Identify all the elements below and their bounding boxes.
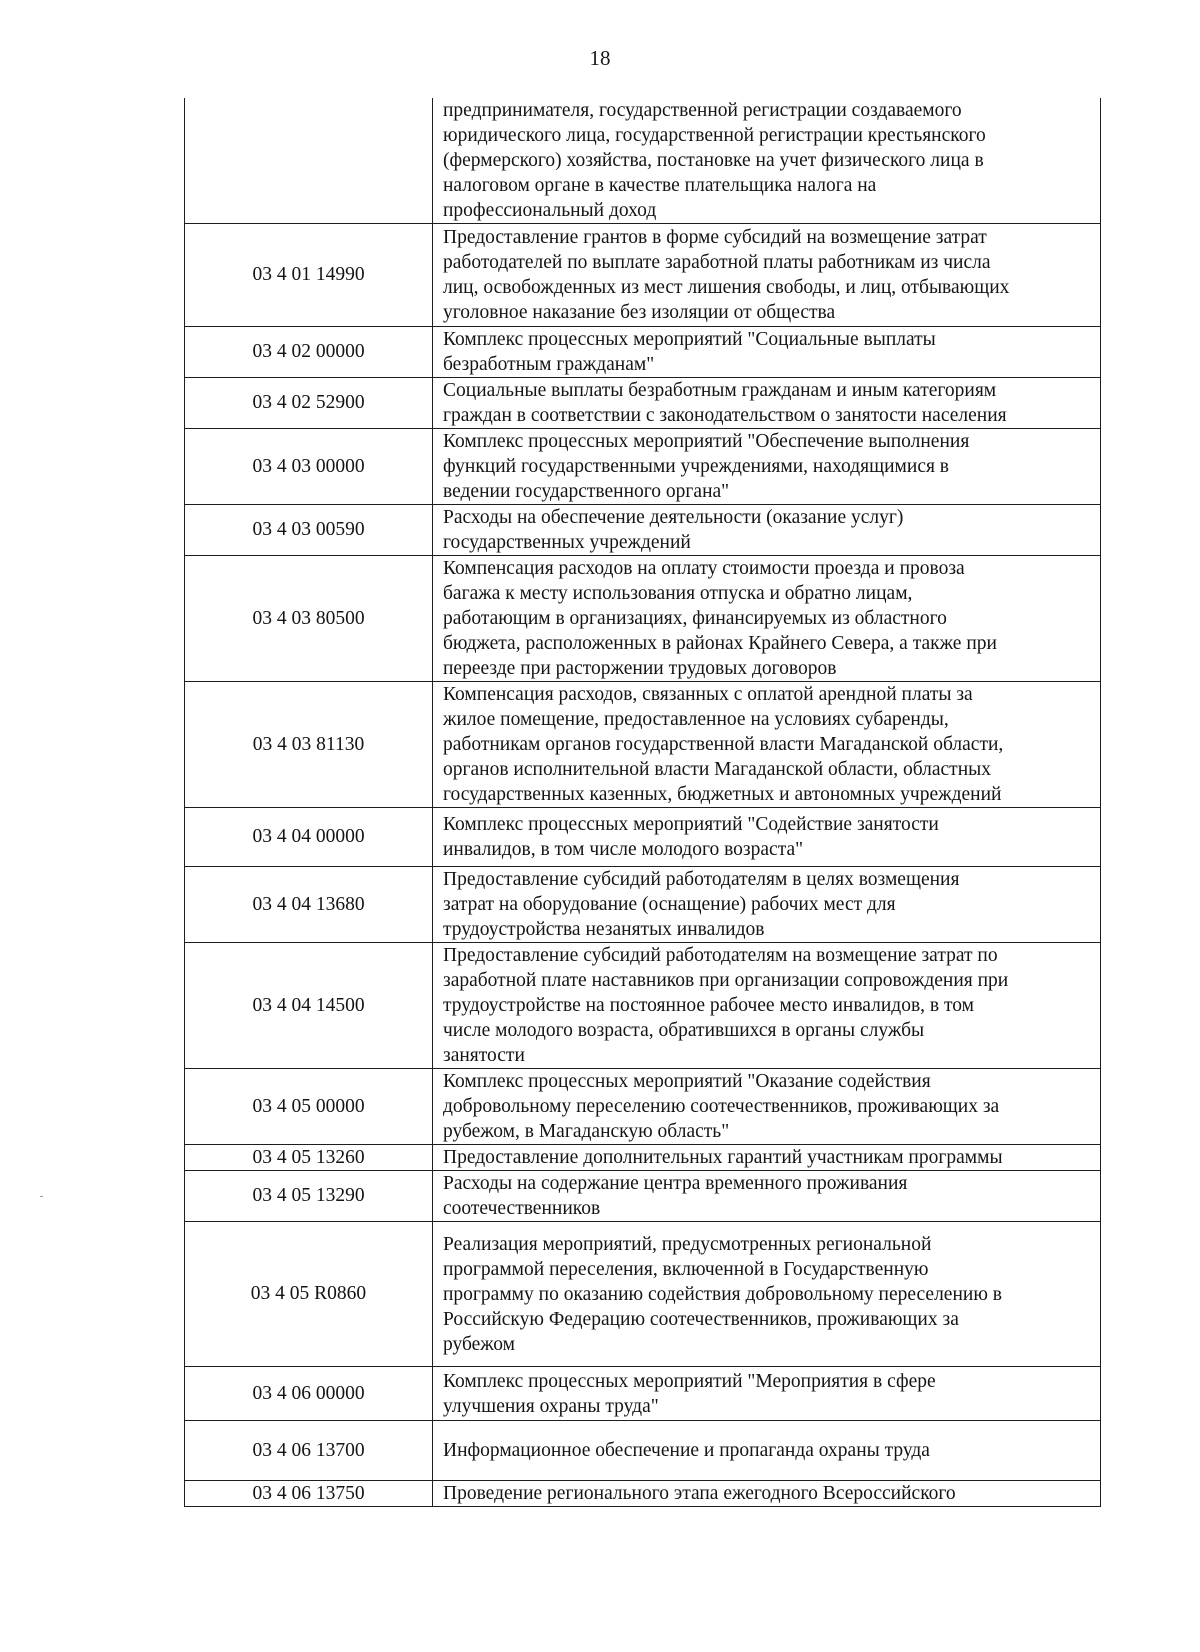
table-row [185, 1171, 1101, 1222]
code-cell: 03 4 01 14990 [185, 224, 433, 327]
description-line: Комплекс процессных мероприятий "Оказание содействия [443, 1071, 931, 1092]
table-row [185, 378, 1101, 429]
table-row [185, 224, 1101, 327]
table-row [185, 429, 1101, 505]
table-row [185, 682, 1101, 808]
code-cell: 03 4 04 14500 [185, 943, 433, 1069]
description-line: Предоставление субсидий работодателям на возмещение затрат по [443, 945, 998, 966]
budget-classification-table [184, 98, 1101, 1507]
description-cell [433, 556, 1101, 682]
description-cell [433, 224, 1101, 327]
description-line: работодателей по выплате заработной платы работникам из числа [443, 252, 991, 273]
description-line: затрат на оборудование (оснащение) рабочих мест для [443, 894, 896, 915]
description-line: юридического лица, государственной регистрации крестьянского [443, 125, 986, 146]
description-line: багажа к месту использования отпуска и обратно лицам, [443, 583, 913, 604]
description-line: функций государственными учреждениями, находящимися в [443, 456, 950, 477]
description-line: государственных учреждений [443, 532, 691, 553]
table-row [185, 1222, 1101, 1367]
code-cell: 03 4 03 81130 [185, 682, 433, 808]
code-cell: 03 4 03 80500 [185, 556, 433, 682]
description-line: Комплекс процессных мероприятий "Социальные выплаты [443, 329, 936, 350]
table-row [185, 327, 1101, 378]
table-row [185, 98, 1101, 224]
description-line: Комплекс процессных мероприятий "Мероприятия в сфере [443, 1370, 936, 1392]
description-line: Реализация мероприятий, предусмотренных региональной [443, 1233, 932, 1255]
description-line: органов исполнительной власти Магаданской области, областных [443, 759, 991, 780]
description-cell [433, 1222, 1101, 1367]
description-line: Проведение регионального этапа ежегодного Всероссийского [443, 1483, 956, 1504]
code-cell: 03 4 04 00000 [185, 808, 433, 867]
description-cell [433, 505, 1101, 556]
table-row [185, 505, 1101, 556]
description-line: улучшения охраны труда" [443, 1395, 659, 1417]
table-body [185, 98, 1101, 1507]
description-line: уголовное наказание без изоляции от общества [443, 302, 836, 323]
description-line: государственных казенных, бюджетных и автономных учреждений [443, 784, 1002, 805]
description-line: ведении государственного органа" [443, 481, 730, 502]
description-cell [433, 378, 1101, 429]
description-line: Социальные выплаты безработным гражданам и иным категориям [443, 380, 997, 401]
description-line: занятости [443, 1045, 525, 1066]
description-cell [433, 1145, 1101, 1171]
description-line: Информационное обеспечение и пропаганда охраны труда [443, 1440, 930, 1461]
description-cell [433, 98, 1101, 224]
table-row [185, 867, 1101, 943]
description-line: Компенсация расходов, связанных с оплатой арендной платы за [443, 684, 973, 705]
description-cell [433, 429, 1101, 505]
description-cell [433, 943, 1101, 1069]
table-row [185, 1069, 1101, 1145]
description-line: предпринимателя, государственной регистрации создаваемого [443, 100, 962, 121]
description-line: инвалидов, в том числе молодого возраста" [443, 839, 804, 860]
table-row [185, 1481, 1101, 1507]
code-cell: 03 4 02 52900 [185, 378, 433, 429]
description-line: профессиональный доход [443, 200, 657, 221]
description-line: граждан в соответствии с законодательством о занятости населения [443, 405, 1007, 426]
description-line: безработным гражданам" [443, 354, 655, 375]
table-row [185, 1421, 1101, 1481]
code-cell: 03 4 04 13680 [185, 867, 433, 943]
description-line: добровольному переселению соотечественников, проживающих за [443, 1096, 1000, 1117]
code-cell [185, 98, 433, 224]
description-line: трудоустройства незанятых инвалидов [443, 919, 765, 940]
description-line: числе молодого возраста, обратившихся в органы службы [443, 1020, 925, 1041]
table-row [185, 1145, 1101, 1171]
code-cell: 03 4 06 00000 [185, 1367, 433, 1421]
description-line: программу по оказанию содействия добровольному переселению в [443, 1283, 1002, 1305]
description-line: рубежом, в Магаданскую область" [443, 1121, 730, 1142]
description-cell [433, 1069, 1101, 1145]
code-cell: 03 4 03 00590 [185, 505, 433, 556]
code-cell: 03 4 05 13260 [185, 1145, 433, 1171]
code-cell: 03 4 06 13750 [185, 1481, 433, 1507]
page-number: 18 [589, 46, 611, 70]
description-line: Предоставление грантов в форме субсидий на возмещение затрат [443, 227, 987, 248]
description-line: (фермерского) хозяйства, постановке на учет физического лица в [443, 150, 984, 171]
description-line: рубежом [443, 1333, 516, 1355]
description-line: Российскую Федерацию соотечественников, проживающих за [443, 1308, 959, 1330]
description-line: Комплекс процессных мероприятий "Содействие занятости [443, 814, 939, 835]
description-cell [433, 1367, 1101, 1421]
description-line: переезде при расторжении трудовых договоров [443, 658, 837, 679]
description-cell [433, 327, 1101, 378]
description-line: Предоставление субсидий работодателям в целях возмещения [443, 869, 960, 890]
description-line: Предоставление дополнительных гарантий участникам программы [443, 1147, 1003, 1168]
description-line: заработной плате наставников при организации сопровождения при [443, 970, 1009, 991]
code-cell: 03 4 03 00000 [185, 429, 433, 505]
code-cell: 03 4 05 R0860 [185, 1222, 433, 1367]
description-line: Расходы на содержание центра временного проживания [443, 1173, 908, 1194]
table-row [185, 556, 1101, 682]
description-cell [433, 808, 1101, 867]
code-cell: 03 4 05 13290 [185, 1171, 433, 1222]
description-line: работающим в организациях, финансируемых из областного [443, 608, 947, 629]
description-line: лиц, освобожденных из мест лишения свободы, и лиц, отбывающих [443, 277, 1010, 298]
table-row [185, 808, 1101, 867]
description-line: бюджета, расположенных в районах Крайнего Севера, а также при [443, 633, 997, 654]
description-cell [433, 682, 1101, 808]
description-cell [433, 1481, 1101, 1507]
description-line: программой переселения, включенной в Государственную [443, 1258, 929, 1280]
description-cell [433, 1171, 1101, 1222]
description-line: трудоустройстве на постоянное рабочее место инвалидов, в том [443, 995, 974, 1016]
scan-margin-mark [40, 1196, 43, 1197]
description-line: налоговом органе в качестве плательщика налога на [443, 175, 877, 196]
description-line: Компенсация расходов на оплату стоимости проезда и провоза [443, 558, 965, 579]
description-line: Расходы на обеспечение деятельности (оказание услуг) [443, 507, 904, 528]
table-row [185, 1367, 1101, 1421]
code-cell: 03 4 02 00000 [185, 327, 433, 378]
description-line: работникам органов государственной власти Магаданской области, [443, 734, 1004, 755]
code-cell: 03 4 05 00000 [185, 1069, 433, 1145]
description-line: соотечественников [443, 1198, 601, 1219]
description-line: Комплекс процессных мероприятий "Обеспечение выполнения [443, 431, 970, 452]
code-cell: 03 4 06 13700 [185, 1421, 433, 1481]
table-row [185, 943, 1101, 1069]
description-line: жилое помещение, предоставленное на условиях субаренды, [443, 709, 949, 730]
description-cell [433, 1421, 1101, 1481]
description-cell [433, 867, 1101, 943]
